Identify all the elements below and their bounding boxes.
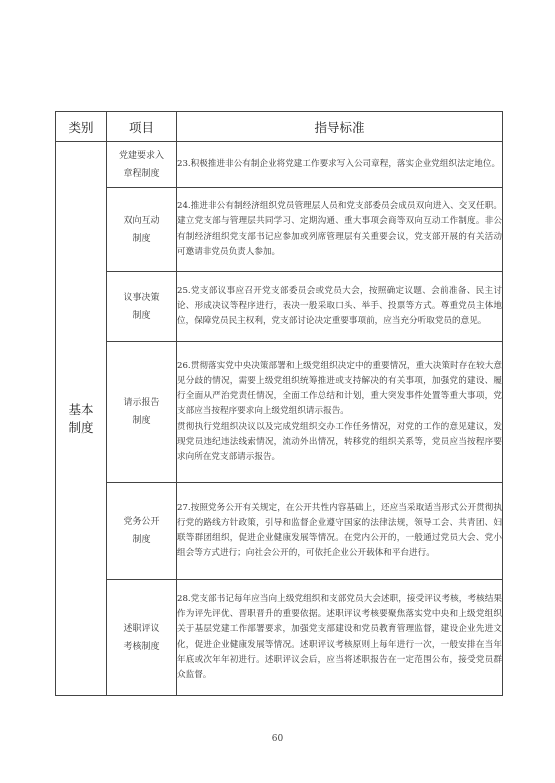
standard-text: 28.党支部书记每年应当向上级党组织和支部党员大会述职，接受评议考核，考核结果作为评先评优、晋职晋升的重要依据。述职评议考核要聚焦落实党中央和上级党组织关于基层党建工作部署要求，加强党支部建设和党员教育管理监督，建设企业先进文化，促进企业健康发展等情况。述职评议考核原则上每年进行一次，一般安排在当年年底或次年年初进行。述职评议会后，应当将述职报告在一定范围公布，接受党员群众监督。 (177, 593, 502, 680)
table-row (56, 580, 503, 696)
standard-text: 24.推进非公有制经济组织党员管理层人员和党支部委员会成员双向进入、交叉任职。建立党支部与管理层共同学习、定期沟通、重大事项会商等双向互动工作制度。非公有制经济组织党支部书记应参加或列席管理层有关重要会议，党支部开展的有关活动可邀请非党员负责人参加。 (177, 201, 502, 257)
table-row (56, 483, 503, 580)
table-row (56, 272, 503, 342)
table-row (56, 188, 503, 272)
standard-text: 贯彻执行党组织决议以及完成党组织交办工作任务情况，对党的工作的意见建议，发现党员违纪违法线索情况，流动外出情况，转移党的组织关系等，党员应当按程序要求向所在党支部请示报告。 (177, 421, 502, 462)
item-cell: 党建要求入 章程制度 (107, 142, 177, 188)
standard-cell (177, 580, 503, 696)
header-standard: 指导标准 (177, 112, 503, 142)
standard-cell (177, 188, 503, 272)
table-row (56, 342, 503, 483)
header-item: 项目 (107, 112, 177, 142)
table-header-row (56, 112, 503, 142)
category-cell (56, 142, 107, 696)
header-category: 类别 (56, 112, 107, 142)
item-cell: 述职评议 考核制度 (107, 580, 177, 696)
standard-cell (177, 483, 503, 580)
page-number: 60 (271, 734, 284, 744)
standard-text: 27.按照党务公开有关规定，在公开共性内容基础上，还应当采取适当形式公开贯彻执行党的路线方针政策，引导和监督企业遵守国家的法律法规，领导工会、共青团、妇联等群团组织，促进企业健康发展等情况。在党内公开的，一般通过党员大会、党小组会等方式进行；向社会公开的，可依托企业公开载体和平台进行。 (177, 502, 502, 559)
item-cell: 请示报告 制度 (107, 342, 177, 483)
standard-cell (177, 342, 503, 483)
standard-cell (177, 142, 503, 188)
guidance-table (55, 111, 503, 696)
item-cell: 党务公开 制度 (107, 483, 177, 580)
item-cell: 双向互动 制度 (107, 188, 177, 272)
category-label-line: 基本 (68, 401, 94, 417)
standard-text: 25.党支部议事应召开党支部委员会或党员大会，按照确定议题、会前准备、民主讨论、形成决议等程序进行，表决一般采取口头、举手、投票等方式。尊重党员主体地位，保障党员民主权利，党支部讨论决定重要事项前，应当充分听取党员的意见。 (177, 285, 502, 327)
category-label-line: 制度 (68, 419, 94, 435)
item-cell: 议事决策 制度 (107, 272, 177, 342)
standard-cell (177, 272, 503, 342)
table-row (56, 142, 503, 188)
standard-text: 23.积极推进非公有制企业将党建工作要求写入公司章程，落实企业党组织法定地位。 (177, 158, 501, 169)
standard-text: 26.贯彻落实党中央决策部署和上级党组织决定中的重要情况，重大决策时存在较大意见分歧的情况，需要上级党组织统筹推进或支持解决的有关事项，加强党的建设、履行全面从严治党责任情况，全面工作总结和计划，重大突发事件处置等重大事项，党支部应当按程序要求向上级党组织请示报告。 (177, 360, 502, 417)
